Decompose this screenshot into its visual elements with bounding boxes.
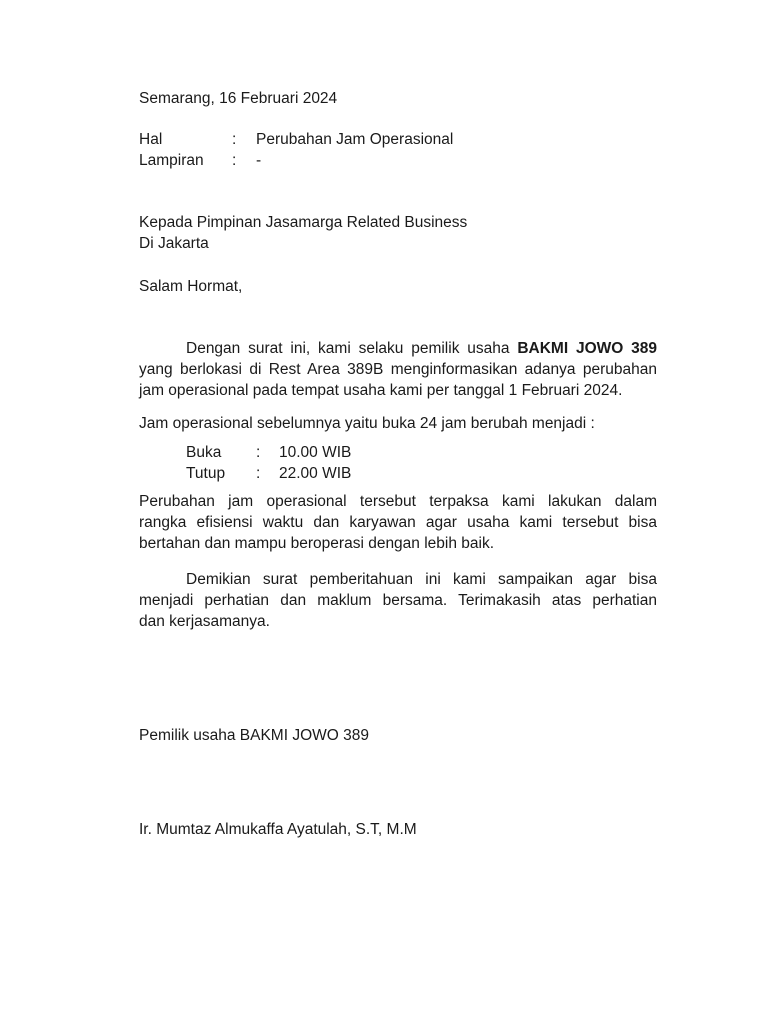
recipient-line: Kepada Pimpinan Jasamarga Related Business xyxy=(139,214,468,231)
meta-colon: : xyxy=(232,152,237,169)
paragraph-line: bertahan dan mampu beroperasi dengan lebih baik. xyxy=(139,535,495,552)
hours-label: Tutup xyxy=(186,465,226,482)
place-date: Semarang, 16 Februari 2024 xyxy=(139,90,338,107)
paragraph-line: Perubahan jam operasional tersebut terpaksa kami lakukan dalam xyxy=(139,493,657,510)
hours-value: 22.00 WIB xyxy=(279,465,352,482)
paragraph-line: Demikian surat pemberitahuan ini kami sampaikan agar bisa xyxy=(186,571,657,588)
paragraph-line: dan kerjasamanya. xyxy=(139,613,270,630)
paragraph-reason xyxy=(139,491,657,554)
greeting: Salam Hormat, xyxy=(139,278,243,295)
hours-label: Buka xyxy=(186,444,222,461)
paragraph-opening xyxy=(139,338,657,401)
meta-row-subject xyxy=(0,129,768,150)
paragraph-text: Dengan surat ini, kami selaku pemilik usaha xyxy=(186,340,518,357)
hours-colon: : xyxy=(256,444,261,461)
hours-value: 10.00 WIB xyxy=(279,444,352,461)
business-name: BAKMI JOWO 389 xyxy=(517,340,657,357)
hours-row-open xyxy=(0,442,768,463)
paragraph-line: rangka efisiensi waktu dan karyawan agar usaha kami tersebut bisa xyxy=(139,514,657,531)
meta-value: Perubahan Jam Operasional xyxy=(256,131,454,148)
meta-label: Lampiran xyxy=(139,152,204,169)
hours-intro: Jam operasional sebelumnya yaitu buka 24 jam berubah menjadi : xyxy=(139,415,595,432)
recipient-location: Di Jakarta xyxy=(139,235,209,252)
paragraph-closing xyxy=(139,569,657,632)
meta-label: Hal xyxy=(139,131,163,148)
meta-value: - xyxy=(256,152,262,169)
signatory-name: Ir. Mumtaz Almukaffa Ayatulah, S.T, M.M xyxy=(139,821,417,838)
paragraph-line: jam operasional pada tempat usaha kami per tanggal 1 Februari 2024. xyxy=(139,382,623,399)
meta-colon: : xyxy=(232,131,237,148)
meta-row-attachment xyxy=(0,150,768,171)
paragraph-line xyxy=(139,338,657,359)
paragraph-line: yang berlokasi di Rest Area 389B menginformasikan adanya perubahan xyxy=(139,361,657,378)
hours-row-close xyxy=(0,463,768,484)
closing-line: Pemilik usaha BAKMI JOWO 389 xyxy=(139,727,369,744)
paragraph-line: menjadi perhatian dan maklum bersama. Terimakasih atas perhatian xyxy=(139,592,657,609)
hours-colon: : xyxy=(256,465,261,482)
